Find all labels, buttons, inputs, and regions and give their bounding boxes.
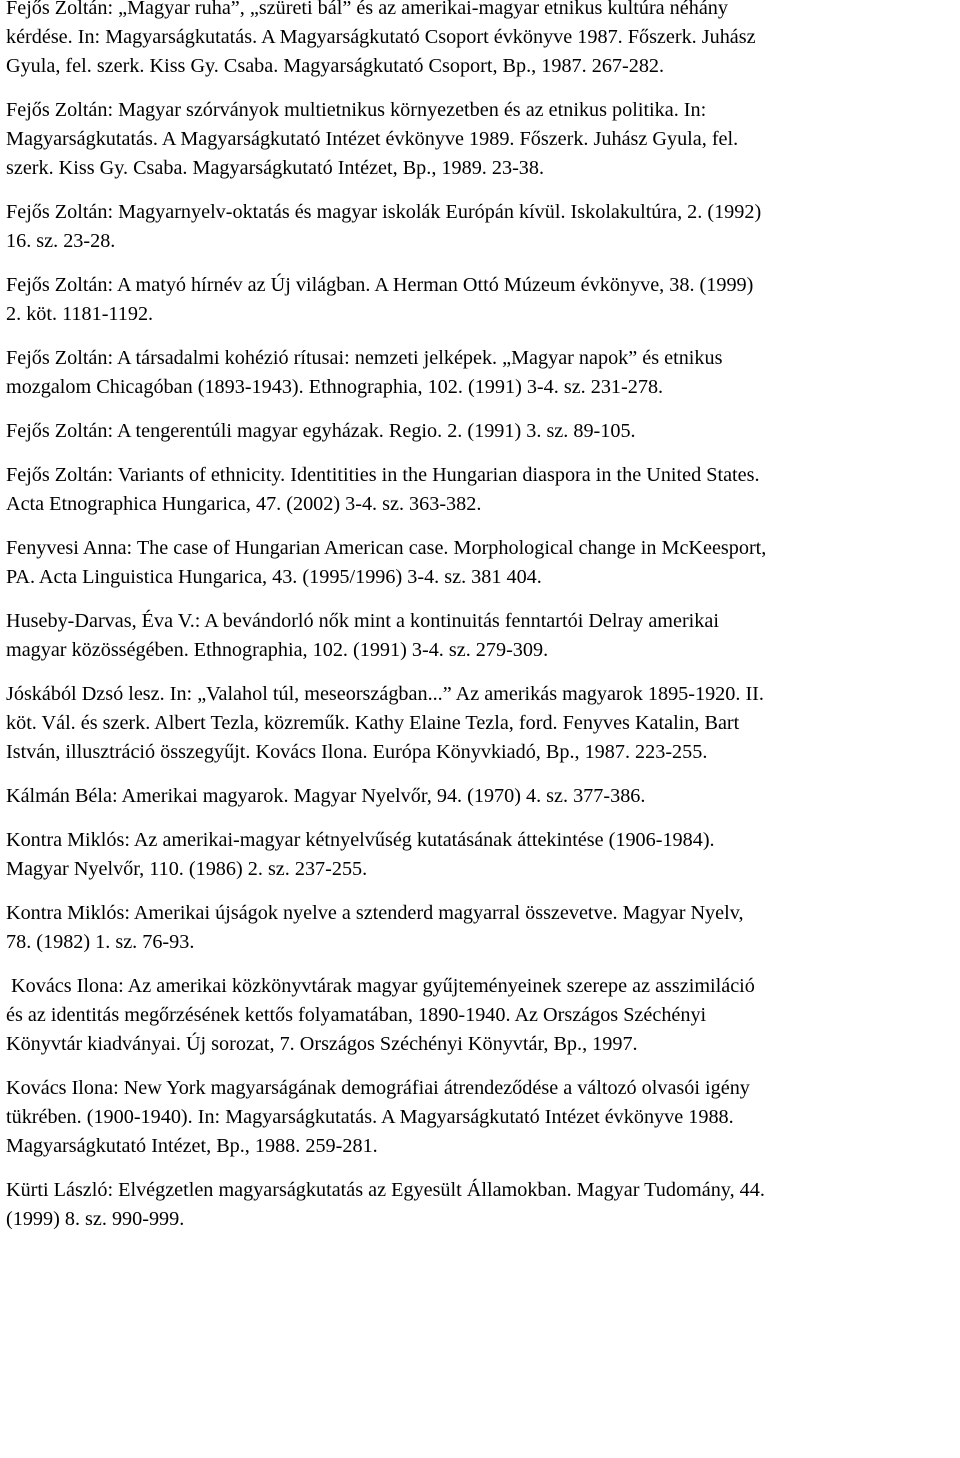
reference-line: Jóskából Dzsó lesz. In: „Valahol túl, meseországban...” Az amerikás magyarok 1895-1920. II. xyxy=(6,683,764,705)
reference-entry xyxy=(6,534,954,592)
reference-entry xyxy=(6,607,954,665)
reference-line: (1999) 8. sz. 990-999. xyxy=(6,1208,185,1230)
reference-line: és az identitás megőrzésének kettős folyamatában, 1890-1940. Az Országos Széchényi xyxy=(6,1004,707,1026)
reference-entry xyxy=(6,826,954,884)
reference-line: 2. köt. 1181-1192. xyxy=(6,303,154,325)
reference-line: Kontra Miklós: Az amerikai-magyar kétnyelvűség kutatásának áttekintése (1906-1984). xyxy=(6,829,715,851)
reference-entry xyxy=(6,198,954,256)
reference-entry xyxy=(6,899,954,957)
reference-entry xyxy=(6,680,954,767)
reference-line: Fejős Zoltán: A tengerentúli magyar egyházak. Regio. 2. (1991) 3. sz. 89-105. xyxy=(6,420,636,442)
reference-line: szerk. Kiss Gy. Csaba. Magyarságkutató Intézet, Bp., 1989. 23-38. xyxy=(6,157,545,179)
reference-line: Fejős Zoltán: A társadalmi kohézió rítusai: nemzeti jelképek. „Magyar napok” és etnikus xyxy=(6,347,723,369)
reference-line: köt. Vál. és szerk. Albert Tezla, közreműk. Kathy Elaine Tezla, ford. Fenyves Katalin, Bart xyxy=(6,712,740,734)
reference-line: Kovács Ilona: New York magyarságának demográfiai átrendeződése a változó olvasói igény xyxy=(6,1077,750,1099)
reference-entry xyxy=(6,344,954,402)
reference-line: Fejős Zoltán: Magyarnyelv-oktatás és magyar iskolák Európán kívül. Iskolakultúra, 2. (1992) xyxy=(6,201,762,223)
reference-entry xyxy=(6,782,954,811)
reference-line: Fenyvesi Anna: The case of Hungarian American case. Morphological change in McKeesport, xyxy=(6,537,767,559)
reference-line: István, illusztráció összegyűjt. Kovács Ilona. Európa Könyvkiadó, Bp., 1987. 223-255. xyxy=(6,741,708,763)
reference-line: 16. sz. 23-28. xyxy=(6,230,116,252)
reference-line: mozgalom Chicagóban (1893-1943). Ethnographia, 102. (1991) 3-4. sz. 231-278. xyxy=(6,376,664,398)
reference-line: Fejős Zoltán: Variants of ethnicity. Identitities in the Hungarian diaspora in the United States. xyxy=(6,464,760,486)
reference-line: Fejős Zoltán: „Magyar ruha”, „szüreti bál” és az amerikai-magyar etnikus kultúra néhány xyxy=(6,0,728,19)
reference-entry xyxy=(6,417,954,446)
reference-line: Kovács Ilona: Az amerikai közkönyvtárak magyar gyűjteményeinek szerepe az asszimiláció xyxy=(6,975,755,997)
reference-line: Magyarságkutatás. A Magyarságkutató Intézet évkönyve 1989. Főszerk. Juhász Gyula, fel. xyxy=(6,128,739,150)
reference-entry xyxy=(6,271,954,329)
reference-line: Kontra Miklós: Amerikai újságok nyelve a sztenderd magyarral összevetve. Magyar Nyelv, xyxy=(6,902,744,924)
reference-line: Acta Etnographica Hungarica, 47. (2002) 3-4. sz. 363-382. xyxy=(6,493,482,515)
reference-line: Magyarságkutató Intézet, Bp., 1988. 259-281. xyxy=(6,1135,378,1157)
reference-line: 78. (1982) 1. sz. 76-93. xyxy=(6,931,195,953)
reference-line: Fejős Zoltán: A matyó hírnév az Új világban. A Herman Ottó Múzeum évkönyve, 38. (1999) xyxy=(6,274,754,296)
reference-line: Kürti László: Elvégzetlen magyarságkutatás az Egyesült Államokban. Magyar Tudomány, 44. xyxy=(6,1179,765,1201)
reference-entry xyxy=(6,0,954,81)
reference-line: magyar közösségében. Ethnographia, 102. (1991) 3-4. sz. 279-309. xyxy=(6,639,549,661)
reference-line: kérdése. In: Magyarságkutatás. A Magyarságkutató Csoport évkönyve 1987. Főszerk. Juhász xyxy=(6,26,756,48)
reference-line: Gyula, fel. szerk. Kiss Gy. Csaba. Magyarságkutató Csoport, Bp., 1987. 267-282. xyxy=(6,55,665,77)
reference-line: PA. Acta Linguistica Hungarica, 43. (1995/1996) 3-4. sz. 381 404. xyxy=(6,566,542,588)
reference-line: Fejős Zoltán: Magyar szórványok multietnikus környezetben és az etnikus politika. In: xyxy=(6,99,707,121)
reference-line: Könyvtár kiadványai. Új sorozat, 7. Országos Széchényi Könyvtár, Bp., 1997. xyxy=(6,1033,638,1055)
reference-entry xyxy=(6,1176,954,1234)
reference-entry xyxy=(6,461,954,519)
reference-line: Huseby-Darvas, Éva V.: A bevándorló nők mint a kontinuitás fenntartói Delray amerikai xyxy=(6,610,719,632)
reference-entry xyxy=(6,96,954,183)
bibliography-page xyxy=(6,0,954,1249)
reference-line: tükrében. (1900-1940). In: Magyarságkutatás. A Magyarságkutató Intézet évkönyve 1988. xyxy=(6,1106,734,1128)
reference-entry xyxy=(6,1074,954,1161)
reference-line: Magyar Nyelvőr, 110. (1986) 2. sz. 237-255. xyxy=(6,858,368,880)
reference-entry xyxy=(6,972,954,1059)
reference-line: Kálmán Béla: Amerikai magyarok. Magyar Nyelvőr, 94. (1970) 4. sz. 377-386. xyxy=(6,785,646,807)
